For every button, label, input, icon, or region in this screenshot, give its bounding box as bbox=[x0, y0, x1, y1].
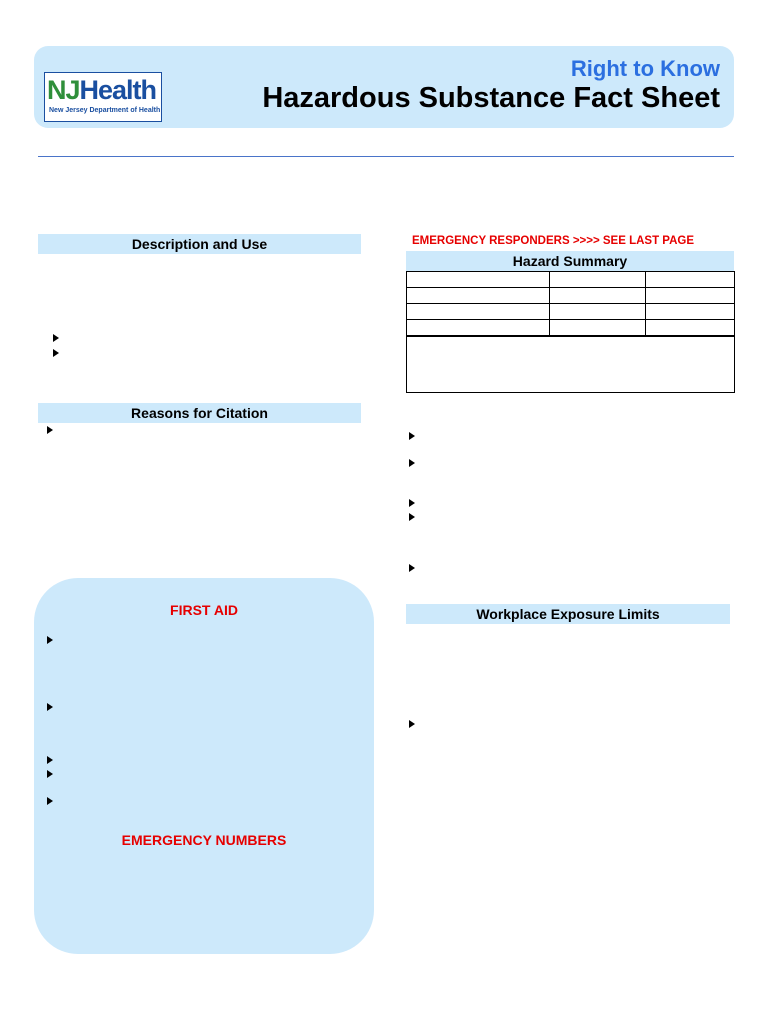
logo-wordmark: NJHealth bbox=[47, 75, 157, 105]
bullet-icon bbox=[47, 770, 53, 778]
table-cell bbox=[550, 272, 646, 288]
header-divider bbox=[38, 156, 734, 157]
table-cell bbox=[407, 272, 550, 288]
table-cell bbox=[550, 304, 646, 320]
bullet-icon bbox=[47, 756, 53, 764]
bullet-icon bbox=[409, 513, 415, 521]
hazard-summary-notes-box bbox=[406, 336, 735, 393]
bullet-icon bbox=[409, 499, 415, 507]
emergency-responders-notice: EMERGENCY RESPONDERS >>>> SEE LAST PAGE bbox=[412, 235, 695, 247]
hazard-summary-heading: Hazard Summary bbox=[406, 251, 734, 271]
first-aid-title: FIRST AID bbox=[170, 602, 238, 618]
table-cell bbox=[646, 272, 735, 288]
hazard-summary-table bbox=[406, 271, 735, 336]
logo-subtitle: New Jersey Department of Health bbox=[49, 107, 161, 114]
bullet-icon bbox=[409, 720, 415, 728]
first-aid-panel bbox=[34, 578, 374, 954]
bullet-icon bbox=[47, 703, 53, 711]
table-cell bbox=[407, 320, 550, 336]
bullet-icon bbox=[47, 426, 53, 434]
table-cell bbox=[646, 304, 735, 320]
table-cell bbox=[646, 320, 735, 336]
right-to-know-label: Right to Know bbox=[570, 56, 720, 81]
table-row bbox=[407, 272, 735, 288]
table-cell bbox=[550, 288, 646, 304]
header-banner bbox=[34, 46, 734, 128]
description-and-use-heading: Description and Use bbox=[38, 234, 361, 254]
table-cell bbox=[407, 304, 550, 320]
bullet-icon bbox=[409, 432, 415, 440]
reasons-for-citation-heading: Reasons for Citation bbox=[38, 403, 361, 423]
workplace-exposure-limits-heading: Workplace Exposure Limits bbox=[406, 604, 730, 624]
page-title: Hazardous Substance Fact Sheet bbox=[262, 82, 720, 114]
table-row bbox=[407, 288, 735, 304]
table-row bbox=[407, 320, 735, 336]
table-row bbox=[407, 304, 735, 320]
bullet-icon bbox=[409, 564, 415, 572]
emergency-numbers-title: EMERGENCY NUMBERS bbox=[121, 832, 287, 848]
bullet-icon bbox=[47, 636, 53, 644]
bullet-icon bbox=[53, 334, 59, 342]
table-cell bbox=[407, 288, 550, 304]
nj-health-logo bbox=[44, 72, 162, 122]
bullet-icon bbox=[409, 459, 415, 467]
table-cell bbox=[646, 288, 735, 304]
bullet-icon bbox=[47, 797, 53, 805]
table-cell bbox=[550, 320, 646, 336]
bullet-icon bbox=[53, 349, 59, 357]
